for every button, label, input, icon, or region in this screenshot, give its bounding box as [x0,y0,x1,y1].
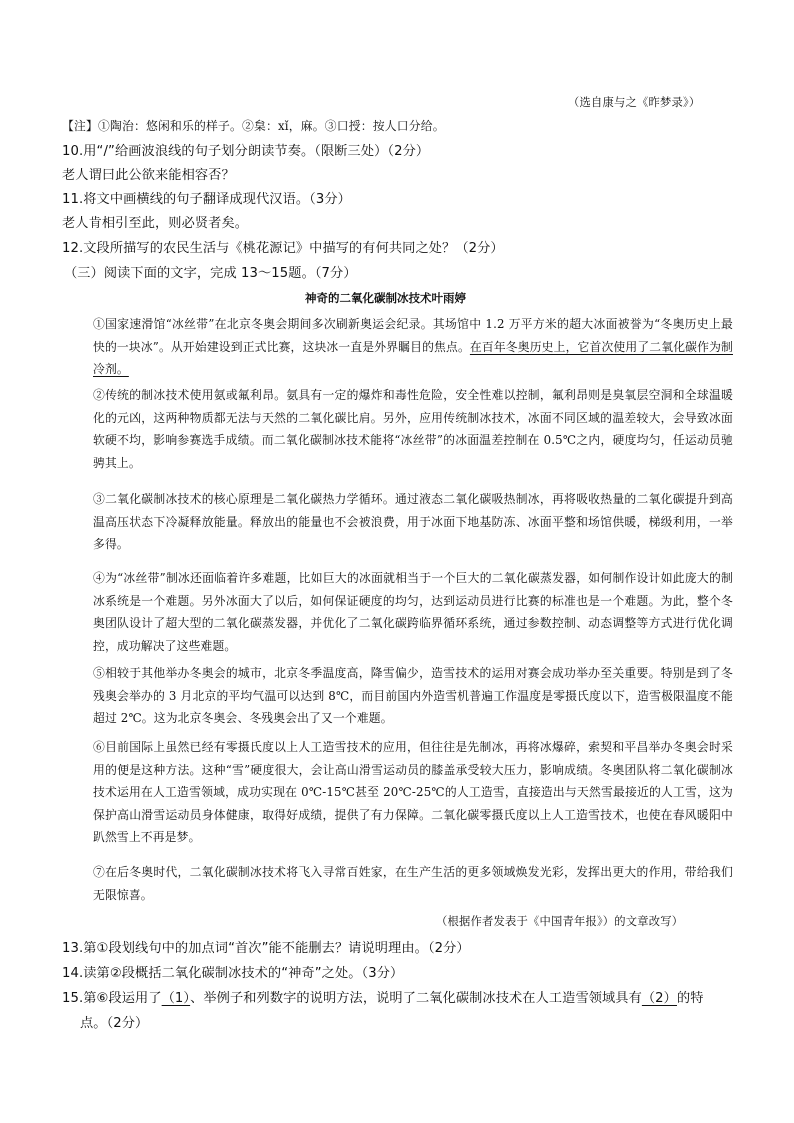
question-11-sentence: 老人肯相引至此，则必贤者矣。 [62,216,249,231]
section-3-heading: （三）阅读下面的文字，完成 13～15题。（7分） [64,266,357,281]
paragraph-6-text: ⑥目前国际上虽然已经有零摄氏度以上人工造雪技术的应用，但往往是先制冰，再将冰爆碎，索契和平昌举办冬奥会时采用的便是这种方法。这种“雪”硬度很大，会让高山滑雪运动员的膝盖承受较大压力，影响成绩。冬奥团队将二氧化碳制冰技术运用在人工造雪领域，成功实现在 0℃-15℃甚至 20℃-25℃的人工造雪，直接造出与天然雪最接近的人工雪，这为保护高山滑雪运动员身体健康，取得好成绩，提供了有力保障。二氧化碳零摄氏度以上人工造雪技术，也使在春风暖阳中趴然雪上不再是梦。 [93,740,733,844]
article-paragraph-7 [93,861,733,906]
paragraph-1-text: ①国家速滑馆“冰丝带”在北京冬奥会期间多次刷新奥运会纪录。其场馆中 1.2 万平方米的超大冰面被誉为“冬奥历史上最快的一块冰”。从开始建设到正式比赛，这块冰一直是外界瞩目的焦点。 [93,317,733,354]
paragraph-5-text: ⑤相较于其他举办冬奥会的城市，北京冬季温度高，降雪偏少，造雪技术的运用对赛会成功举办至关重要。特别是到了冬残奥会举办的 3 月北京的平均气温可以达到 8℃，而目前国内外造雪机普遍工作温度是零摄氏度以下，造雪极限温度不能超过 2℃。这为北京冬奥会、冬残奥会出了又一个难题。 [93,666,733,725]
paragraph-4-text: ④为“冰丝带”制冰还面临着许多难题，比如巨大的冰面就相当于一个巨大的二氧化碳蒸发器，如何制作设计如此庞大的制冰系统是一个难题。另外冰面大了以后，如何保证硬度的均匀，达到运动员进行比赛的标准也是一个难题。为此，整个冬奥团队设计了超大型的二氧化碳蒸发器，并优化了二氧化碳跨临界循环系统，通过参数控制、动态调整等方式进行优化调控，成功解决了这些难题。 [93,571,733,653]
question-10-sentence: 老人谓曰此公欲来能相容否？ [62,168,235,183]
article-paragraph-4 [93,567,733,657]
question-15-continuation: 点。（2分） [80,1016,149,1031]
annotation: 【注】①陶治：悠闲和乐的样子。②枲：xǐ，麻。③口授：按人口分给。 [62,119,445,133]
article-title: 神奇的二氧化碳制冰技术叶雨婷 [305,291,466,305]
question-12: 12.文段所描写的农民生活与《桃花源记》中描写的有何共同之处？（2分） [62,241,504,256]
question-15-part-a: 15.第⑥段运用了 [62,991,162,1006]
question-15-blank-2: （2） [641,991,677,1006]
question-10: 10.用“/”给画波浪线的句子划分朗读节奏。（限断三处）（2分） [62,144,430,159]
article-paragraph-2 [93,384,733,474]
question-13: 13.第①段划线句中的加点词“首次”能不能删去？请说明理由。（2分） [62,941,470,956]
article-paragraph-5 [93,662,733,730]
article-paragraph-6 [93,736,733,849]
article-paragraph-1 [93,313,733,381]
paragraph-7-text: ⑦在后冬奥时代，二氧化碳制冰技术将飞入寻常百姓家，在生产生活的更多领域焕发光彩，发挥出更大的作用，带给我们无限惊喜。 [93,865,733,902]
question-15-part-c: 、举例子和列数字的说明方法，说明了二氧化碳制冰技术在人工造雪领域具有 [190,991,642,1006]
paragraph-2-text: ②传统的制冰技术使用氨或氟利昂。氨具有一定的爆炸和毒性危险，安全性难以控制，氟利昂则是臭氧层空洞和全球温暖化的元凶，这两种物质都无法与天然的二氧化碳比肩。另外，应用传统制冰技术，冰面不同区域的温差较大，会导致冰面软硬不均，影响参赛选手成绩。而二氧化碳制冰技术能将“冰丝带”的冰面温差控制在 0.5℃之内，硬度均匀，任运动员驰骋其上。 [93,388,733,470]
question-14: 14.读第②段概括二氧化碳制冰技术的“神奇”之处。（3分） [62,966,404,981]
paragraph-3-text: ③二氧化碳制冰技术的核心原理是二氧化碳热力学循环。通过液态二氧化碳吸热制冰，再将吸收热量的二氧化碳提升到高温高压状态下冷凝释放能量。释放出的能量也不会被浪费，用于冰面下地基防冻、冰面平整和场馆供暖，梯级利用，一举多得。 [93,492,733,551]
article-paragraph-3 [93,488,733,556]
question-15 [62,987,704,1006]
article-source: （根据作者发表于《中国青年报》）的文章改写） [436,915,684,928]
question-11: 11.将文中画横线的句子翻译成现代汉语。（3分） [62,192,351,207]
source-note: （选自康与之《昨梦录》） [568,96,701,109]
paragraph-1-underlined-sentence: 在百年冬奥历史上，它首次使用了二氧化碳作为制冷剂。 [93,339,733,376]
question-15-blank-1: （1） [161,991,191,1006]
question-15-part-e: 的特 [676,991,704,1006]
